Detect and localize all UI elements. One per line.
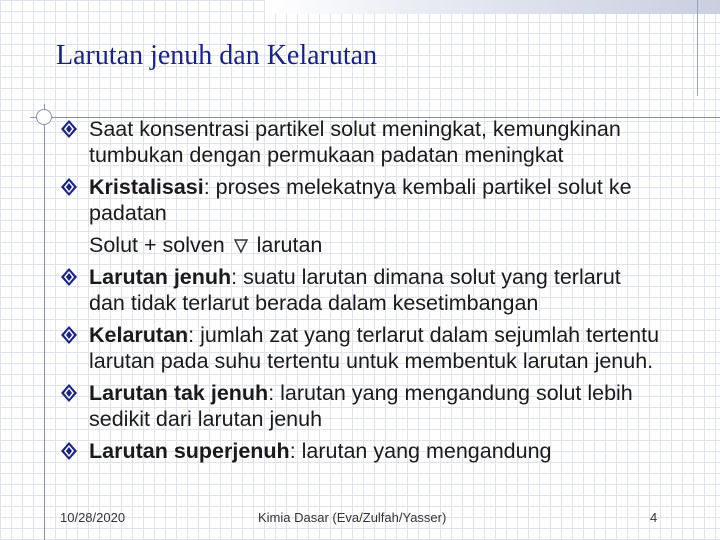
decorative-top-bar xyxy=(265,0,720,14)
bullet-term: Kristalisasi xyxy=(89,175,204,199)
bullet-item xyxy=(60,264,660,316)
bullet-item xyxy=(60,380,660,432)
diamond-bullet-icon xyxy=(60,383,78,403)
diamond-bullet-icon xyxy=(60,267,78,287)
equation xyxy=(60,232,660,258)
diamond-bullet-icon xyxy=(60,119,78,139)
footer-date: 10/28/2020 xyxy=(60,510,126,525)
page-number: 4 xyxy=(650,510,658,525)
bullet-item xyxy=(60,116,660,168)
equation-left: Solut + solven xyxy=(89,233,225,257)
bullet-item xyxy=(60,322,660,374)
bullet-item xyxy=(60,174,660,226)
bullet-term: Larutan superjenuh xyxy=(89,439,290,463)
bullet-item xyxy=(60,438,660,464)
bullet-term: Larutan jenuh xyxy=(89,265,232,289)
decorative-vertical-line xyxy=(44,104,45,540)
diamond-bullet-icon xyxy=(60,177,78,197)
slide-title: Larutan jenuh dan Kelarutan xyxy=(56,40,378,71)
bullet-term: Larutan tak jenuh xyxy=(89,381,269,405)
equilibrium-arrow-icon xyxy=(233,238,249,254)
bullet-text: : suatu larutan dimana solut yang terlarut dan tidak terlarut berada dalam kesetimbangan xyxy=(89,265,621,315)
footer-author: Kimia Dasar (Eva/Zulfah/Yasser) xyxy=(258,510,447,525)
bullet-text: : larutan yang mengandung solut lebih sedikit dari larutan jenuh xyxy=(89,381,633,431)
diamond-bullet-icon xyxy=(60,441,78,461)
bullet-text: : proses melekatnya kembali partikel solut ke padatan xyxy=(89,175,632,225)
decorative-circle xyxy=(36,109,52,125)
bullet-text: : larutan yang mengandung xyxy=(289,439,552,463)
equation-right: larutan xyxy=(256,233,323,257)
bullet-text: Saat konsentrasi partikel solut meningkat, kemungkinan tumbukan dengan permukaan padatan meningkat xyxy=(89,117,621,167)
decorative-line xyxy=(697,0,698,96)
bullet-list xyxy=(60,116,660,470)
diamond-bullet-icon xyxy=(60,325,78,345)
bullet-text: : jumlah zat yang terlarut dalam sejumlah tertentu larutan pada suhu tertentu untuk membentuk larutan jenuh. xyxy=(89,323,660,373)
bullet-term: Kelarutan xyxy=(89,323,189,347)
